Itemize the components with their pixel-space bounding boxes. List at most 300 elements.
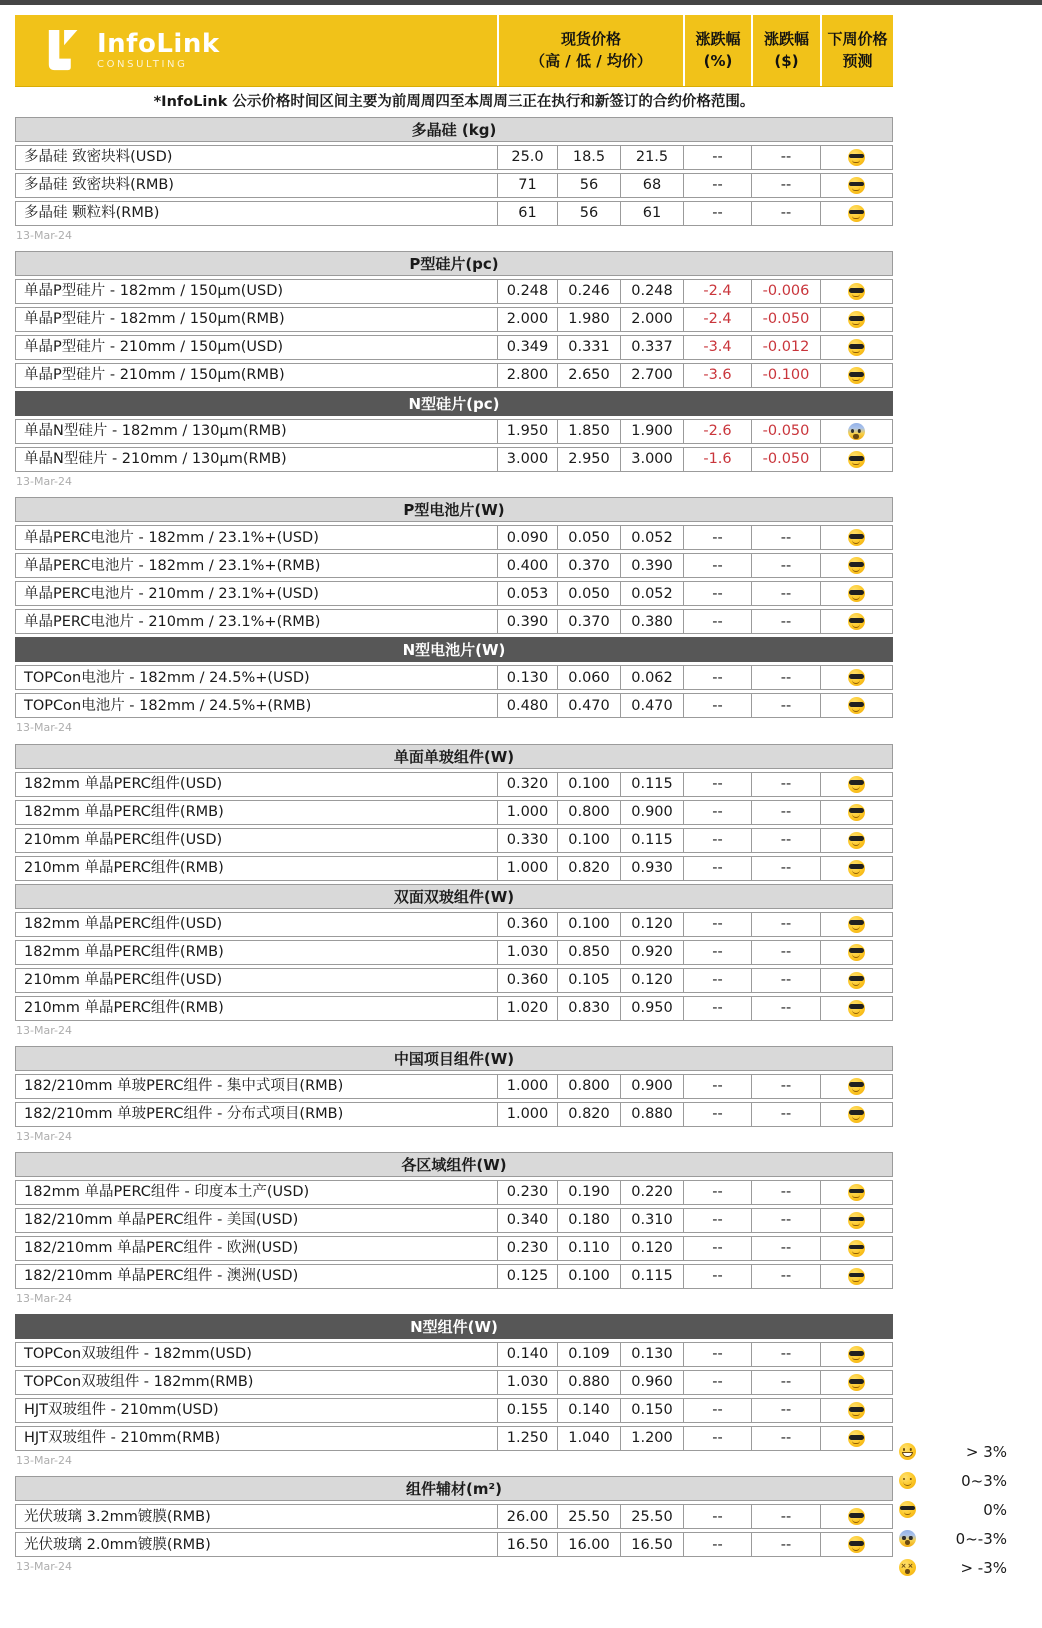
legend-label: 0~-3% xyxy=(955,1529,1007,1548)
price-section xyxy=(15,1046,893,1127)
price-avg: 68 xyxy=(620,174,683,197)
forecast-cool-emoji-icon xyxy=(848,832,865,849)
price-high: 0.140 xyxy=(497,1343,557,1366)
smile-emoji-icon xyxy=(899,1472,916,1489)
product-name: 单晶PERC电池片 - 210mm / 23.1%+(USD) xyxy=(24,585,319,602)
price-high: 0.360 xyxy=(497,913,557,936)
brand-area xyxy=(15,15,497,86)
price-section xyxy=(15,497,893,634)
forecast-cell xyxy=(820,554,891,577)
product-name: 单晶P型硅片 - 210mm / 150μm(USD) xyxy=(24,339,284,356)
table-row xyxy=(15,1208,893,1233)
price-low: 0.190 xyxy=(557,1181,620,1204)
infolink-logo xyxy=(45,28,220,74)
table-row xyxy=(15,1532,893,1557)
price-low: 0.800 xyxy=(557,1075,620,1098)
price-high: 71 xyxy=(497,174,557,197)
price-avg: 2.000 xyxy=(620,308,683,331)
price-low: 0.820 xyxy=(557,1103,620,1126)
product-name: 单晶P型硅片 - 182mm / 150μm(RMB) xyxy=(24,311,285,328)
change-percent: -- xyxy=(683,1265,751,1288)
date-label: 13-Mar-24 xyxy=(16,1560,72,1574)
price-avg: 0.930 xyxy=(620,857,683,880)
price-low: 0.880 xyxy=(557,1371,620,1394)
section-title: 多晶硅 (kg) xyxy=(411,121,497,139)
price-avg: 0.248 xyxy=(620,280,683,303)
change-usd: -- xyxy=(751,913,820,936)
change-percent: -- xyxy=(683,1103,751,1126)
forecast-cool-emoji-icon xyxy=(848,804,865,821)
price-high: 0.155 xyxy=(497,1399,557,1422)
cool-emoji-icon xyxy=(899,1501,916,1518)
price-avg: 3.000 xyxy=(620,448,683,471)
change-usd: -0.050 xyxy=(751,420,820,443)
product-name: 210mm 单晶PERC组件(USD) xyxy=(24,831,223,848)
price-avg: 0.950 xyxy=(620,997,683,1020)
section-title: 组件辅材(m²) xyxy=(406,1480,502,1499)
column-header-spot-price: 现货价格 （高 / 低 / 均价） xyxy=(497,15,683,86)
change-usd: -- xyxy=(751,1533,820,1556)
change-usd: -- xyxy=(751,801,820,824)
change-usd: -- xyxy=(751,1265,820,1288)
price-avg: 0.052 xyxy=(620,582,683,605)
forecast-legend xyxy=(897,1437,1009,1582)
legend-item xyxy=(897,1466,1009,1495)
product-name: 单晶N型硅片 - 182mm / 130μm(RMB) xyxy=(24,423,287,440)
price-avg: 0.130 xyxy=(620,1343,683,1366)
product-name: 182mm 单晶PERC组件(RMB) xyxy=(24,803,224,820)
table-row xyxy=(15,1504,893,1529)
product-name: HJT双玻组件 - 210mm(USD) xyxy=(24,1402,219,1419)
forecast-cell xyxy=(820,202,891,225)
price-low: 56 xyxy=(557,202,620,225)
change-percent: -3.4 xyxy=(683,336,751,359)
price-avg: 0.380 xyxy=(620,610,683,633)
price-avg: 0.900 xyxy=(620,1075,683,1098)
table-row xyxy=(15,772,893,797)
legend-item xyxy=(897,1553,1009,1582)
forecast-cool-emoji-icon xyxy=(848,283,865,300)
legend-item xyxy=(897,1524,1009,1553)
product-name: 182/210mm 单晶PERC组件 - 欧洲(USD) xyxy=(24,1240,299,1257)
price-high: 0.330 xyxy=(497,829,557,852)
forecast-cool-emoji-icon xyxy=(848,1346,865,1363)
price-avg: 0.150 xyxy=(620,1399,683,1422)
product-name: TOPCon电池片 - 182mm / 24.5%+(RMB) xyxy=(24,697,312,714)
table-row xyxy=(15,335,893,360)
price-low: 0.140 xyxy=(557,1399,620,1422)
product-name: 182mm 单晶PERC组件 - 印度本土产(USD) xyxy=(24,1184,310,1201)
price-avg: 61 xyxy=(620,202,683,225)
price-low: 0.180 xyxy=(557,1209,620,1232)
date-label: 13-Mar-24 xyxy=(16,1291,72,1305)
change-percent: -- xyxy=(683,857,751,880)
change-usd: -- xyxy=(751,1343,820,1366)
price-section xyxy=(15,1152,893,1289)
price-high: 25.0 xyxy=(497,146,557,169)
product-name: 多晶硅 致密块料(RMB) xyxy=(24,177,174,194)
price-low: 0.100 xyxy=(557,913,620,936)
price-high: 0.248 xyxy=(497,280,557,303)
legend-label: 0~3% xyxy=(961,1471,1007,1490)
price-low: 0.246 xyxy=(557,280,620,303)
price-low: 0.110 xyxy=(557,1237,620,1260)
forecast-cool-emoji-icon xyxy=(848,205,865,222)
change-usd: -0.012 xyxy=(751,336,820,359)
legend-item xyxy=(897,1495,1009,1524)
date-label: 13-Mar-24 xyxy=(16,721,72,735)
price-avg: 0.120 xyxy=(620,913,683,936)
price-avg: 2.700 xyxy=(620,364,683,387)
forecast-cool-emoji-icon xyxy=(848,669,865,686)
change-percent: -- xyxy=(683,1533,751,1556)
forecast-cell xyxy=(820,694,891,717)
forecast-cell xyxy=(820,666,891,689)
price-avg: 0.120 xyxy=(620,1237,683,1260)
table-row xyxy=(15,1398,893,1423)
price-avg: 25.50 xyxy=(620,1505,683,1528)
forecast-cell xyxy=(820,1343,891,1366)
table-row xyxy=(15,1102,893,1127)
price-low: 0.850 xyxy=(557,941,620,964)
price-high: 2.000 xyxy=(497,308,557,331)
table-row xyxy=(15,912,893,937)
forecast-cell xyxy=(820,913,891,936)
price-high: 26.00 xyxy=(497,1505,557,1528)
price-high: 1.000 xyxy=(497,801,557,824)
forecast-cell xyxy=(820,1399,891,1422)
forecast-cell xyxy=(820,174,891,197)
legend-label: > -3% xyxy=(960,1558,1007,1577)
change-usd: -- xyxy=(751,694,820,717)
price-low: 0.830 xyxy=(557,997,620,1020)
price-avg: 0.880 xyxy=(620,1103,683,1126)
change-percent: -- xyxy=(683,146,751,169)
change-percent: -2.4 xyxy=(683,308,751,331)
change-usd: -0.050 xyxy=(751,448,820,471)
price-low: 0.100 xyxy=(557,1265,620,1288)
change-usd: -- xyxy=(751,1103,820,1126)
forecast-cell xyxy=(820,941,891,964)
price-avg: 0.960 xyxy=(620,1371,683,1394)
change-usd: -- xyxy=(751,1399,820,1422)
price-low: 1.980 xyxy=(557,308,620,331)
change-percent: -- xyxy=(683,773,751,796)
price-high: 1.000 xyxy=(497,857,557,880)
price-high: 1.950 xyxy=(497,420,557,443)
section-title: P型硅片(pc) xyxy=(409,255,499,274)
price-low: 0.050 xyxy=(557,582,620,605)
product-name: TOPCon双玻组件 - 182mm(USD) xyxy=(24,1346,252,1363)
change-usd: -- xyxy=(751,174,820,197)
change-usd: -- xyxy=(751,554,820,577)
section-title: N型硅片(pc) xyxy=(408,395,500,414)
change-percent: -- xyxy=(683,554,751,577)
price-high: 3.000 xyxy=(497,448,557,471)
change-percent: -- xyxy=(683,997,751,1020)
forecast-cell xyxy=(820,1075,891,1098)
forecast-cell xyxy=(820,336,891,359)
forecast-cell xyxy=(820,997,891,1020)
price-high: 0.349 xyxy=(497,336,557,359)
forecast-cell xyxy=(820,969,891,992)
forecast-cell xyxy=(820,1237,891,1260)
change-usd: -- xyxy=(751,146,820,169)
price-low: 0.820 xyxy=(557,857,620,880)
forecast-cell xyxy=(820,857,891,880)
section-title: 双面双玻组件(W) xyxy=(393,887,515,906)
legend-item xyxy=(897,1437,1009,1466)
section-header xyxy=(15,497,893,522)
forecast-cool-emoji-icon xyxy=(848,776,865,793)
table-row xyxy=(15,609,893,634)
date-label: 13-Mar-24 xyxy=(16,1023,72,1037)
price-low: 2.650 xyxy=(557,364,620,387)
forecast-cool-emoji-icon xyxy=(848,585,865,602)
price-section xyxy=(15,391,893,472)
top-border-strip xyxy=(0,0,1042,5)
section-title: N型电池片(W) xyxy=(402,641,506,660)
table-row xyxy=(15,1236,893,1261)
price-avg: 0.900 xyxy=(620,801,683,824)
legend-label: 0% xyxy=(983,1500,1007,1519)
price-section xyxy=(15,1314,893,1451)
forecast-cool-emoji-icon xyxy=(848,1508,865,1525)
price-avg: 0.920 xyxy=(620,941,683,964)
price-high: 0.400 xyxy=(497,554,557,577)
change-percent: -- xyxy=(683,1075,751,1098)
change-usd: -- xyxy=(751,857,820,880)
price-low: 0.100 xyxy=(557,773,620,796)
change-percent: -- xyxy=(683,1427,751,1450)
price-avg: 1.900 xyxy=(620,420,683,443)
price-avg: 0.052 xyxy=(620,526,683,549)
change-percent: -- xyxy=(683,1181,751,1204)
price-high: 0.090 xyxy=(497,526,557,549)
price-low: 16.00 xyxy=(557,1533,620,1556)
forecast-cool-emoji-icon xyxy=(848,860,865,877)
product-name: 210mm 单晶PERC组件(USD) xyxy=(24,971,223,988)
forecast-cool-emoji-icon xyxy=(848,149,865,166)
change-usd: -- xyxy=(751,1209,820,1232)
product-name: 182mm 单晶PERC组件(USD) xyxy=(24,915,223,932)
table-row xyxy=(15,800,893,825)
price-low: 0.100 xyxy=(557,829,620,852)
change-percent: -- xyxy=(683,1505,751,1528)
price-low: 0.470 xyxy=(557,694,620,717)
price-high: 0.360 xyxy=(497,969,557,992)
legend-label: > 3% xyxy=(965,1442,1007,1461)
bulletin-header xyxy=(15,15,893,87)
price-low: 0.331 xyxy=(557,336,620,359)
forecast-cell xyxy=(820,801,891,824)
product-name: 单晶PERC电池片 - 182mm / 23.1%+(RMB) xyxy=(24,557,321,574)
product-name: 182/210mm 单玻PERC组件 - 集中式项目(RMB) xyxy=(24,1078,344,1094)
price-avg: 16.50 xyxy=(620,1533,683,1556)
change-percent: -- xyxy=(683,202,751,225)
forecast-cell xyxy=(820,1533,891,1556)
product-name: 182/210mm 单晶PERC组件 - 澳洲(USD) xyxy=(24,1268,299,1285)
product-name: 单晶P型硅片 - 210mm / 150μm(RMB) xyxy=(24,367,285,384)
table-row xyxy=(15,419,893,444)
table-row xyxy=(15,581,893,606)
price-avg: 0.390 xyxy=(620,554,683,577)
product-name: 182/210mm 单玻PERC组件 - 分布式项目(RMB) xyxy=(24,1106,344,1122)
price-high: 1.250 xyxy=(497,1427,557,1450)
change-usd: -- xyxy=(751,582,820,605)
price-section xyxy=(15,251,893,388)
section-header xyxy=(15,637,893,662)
price-avg: 0.115 xyxy=(620,829,683,852)
change-usd: -- xyxy=(751,773,820,796)
forecast-cell xyxy=(820,448,891,471)
price-high: 1.030 xyxy=(497,1371,557,1394)
price-low: 1.040 xyxy=(557,1427,620,1450)
brand-name: InfoLink xyxy=(97,29,220,59)
price-high: 2.800 xyxy=(497,364,557,387)
change-percent: -2.6 xyxy=(683,420,751,443)
change-usd: -- xyxy=(751,997,820,1020)
product-name: 单晶PERC电池片 - 182mm / 23.1%+(USD) xyxy=(24,529,319,546)
price-high: 1.000 xyxy=(497,1103,557,1126)
forecast-cool-emoji-icon xyxy=(848,1402,865,1419)
change-percent: -- xyxy=(683,666,751,689)
change-usd: -- xyxy=(751,941,820,964)
table-row xyxy=(15,1074,893,1099)
forecast-cool-emoji-icon xyxy=(848,557,865,574)
price-high: 0.125 xyxy=(497,1265,557,1288)
forecast-cool-emoji-icon xyxy=(848,529,865,546)
forecast-cool-emoji-icon xyxy=(848,451,865,468)
price-avg: 0.062 xyxy=(620,666,683,689)
change-percent: -- xyxy=(683,526,751,549)
price-low: 25.50 xyxy=(557,1505,620,1528)
price-block xyxy=(15,251,893,488)
forecast-cool-emoji-icon xyxy=(848,339,865,356)
forecast-cell xyxy=(820,364,891,387)
price-low: 0.109 xyxy=(557,1343,620,1366)
price-avg: 0.120 xyxy=(620,969,683,992)
table-row xyxy=(15,940,893,965)
price-high: 1.020 xyxy=(497,997,557,1020)
table-row xyxy=(15,693,893,718)
table-row xyxy=(15,173,893,198)
change-usd: -- xyxy=(751,1505,820,1528)
product-name: 单晶N型硅片 - 210mm / 130μm(RMB) xyxy=(24,451,287,468)
section-header xyxy=(15,1152,893,1177)
table-row xyxy=(15,201,893,226)
section-title: 各区域组件(W) xyxy=(401,1155,507,1174)
brand-subtitle: CONSULTING xyxy=(97,59,188,70)
price-high: 0.230 xyxy=(497,1181,557,1204)
product-name: 210mm 单晶PERC组件(RMB) xyxy=(24,999,224,1016)
price-block xyxy=(15,1046,893,1143)
price-section xyxy=(15,744,893,881)
forecast-scream-emoji-icon xyxy=(848,423,865,440)
section-header xyxy=(15,117,893,142)
price-low: 0.050 xyxy=(557,526,620,549)
change-usd: -- xyxy=(751,829,820,852)
column-header-change-usd: 涨跌幅 ($) xyxy=(751,15,820,86)
forecast-cell xyxy=(820,280,891,303)
section-header xyxy=(15,391,893,416)
price-low: 0.105 xyxy=(557,969,620,992)
forecast-cell xyxy=(820,1209,891,1232)
change-percent: -- xyxy=(683,1399,751,1422)
price-avg: 0.310 xyxy=(620,1209,683,1232)
change-percent: -- xyxy=(683,1237,751,1260)
price-low: 56 xyxy=(557,174,620,197)
product-name: 多晶硅 致密块料(USD) xyxy=(24,149,173,166)
table-row xyxy=(15,996,893,1021)
change-percent: -3.6 xyxy=(683,364,751,387)
date-label: 13-Mar-24 xyxy=(16,1129,72,1143)
forecast-cool-emoji-icon xyxy=(848,1106,865,1123)
change-usd: -- xyxy=(751,1075,820,1098)
price-low: 1.850 xyxy=(557,420,620,443)
date-label: 13-Mar-24 xyxy=(16,475,72,489)
section-header xyxy=(15,884,893,909)
price-low: 0.370 xyxy=(557,554,620,577)
change-percent: -- xyxy=(683,941,751,964)
price-high: 0.053 xyxy=(497,582,557,605)
price-table-groups xyxy=(15,117,893,1574)
change-percent: -- xyxy=(683,694,751,717)
table-row xyxy=(15,828,893,853)
forecast-cool-emoji-icon xyxy=(848,1240,865,1257)
price-bulletin xyxy=(15,15,893,1583)
price-high: 16.50 xyxy=(497,1533,557,1556)
table-row xyxy=(15,145,893,170)
forecast-cool-emoji-icon xyxy=(848,916,865,933)
price-avg: 0.337 xyxy=(620,336,683,359)
price-high: 1.030 xyxy=(497,941,557,964)
table-row xyxy=(15,856,893,881)
column-header-next-week-forecast: 下周价格 预测 xyxy=(820,15,893,86)
table-row xyxy=(15,279,893,304)
change-usd: -- xyxy=(751,1371,820,1394)
price-avg: 0.115 xyxy=(620,1265,683,1288)
change-usd: -- xyxy=(751,969,820,992)
change-percent: -- xyxy=(683,829,751,852)
product-name: 182/210mm 单晶PERC组件 - 美国(USD) xyxy=(24,1212,299,1229)
change-percent: -- xyxy=(683,174,751,197)
price-high: 0.320 xyxy=(497,773,557,796)
change-usd: -- xyxy=(751,666,820,689)
section-title: 单面单玻组件(W) xyxy=(393,747,515,766)
table-row xyxy=(15,363,893,388)
forecast-cell xyxy=(820,582,891,605)
change-usd: -- xyxy=(751,1237,820,1260)
section-header xyxy=(15,1046,893,1071)
change-percent: -- xyxy=(683,610,751,633)
price-section xyxy=(15,1476,893,1557)
price-section xyxy=(15,117,893,226)
forecast-cool-emoji-icon xyxy=(848,1536,865,1553)
price-high: 61 xyxy=(497,202,557,225)
price-high: 0.390 xyxy=(497,610,557,633)
price-high: 0.230 xyxy=(497,1237,557,1260)
price-avg: 0.470 xyxy=(620,694,683,717)
section-header xyxy=(15,744,893,769)
section-title: 中国项目组件(W) xyxy=(393,1049,515,1068)
section-header xyxy=(15,1476,893,1501)
price-section xyxy=(15,637,893,718)
forecast-cell xyxy=(820,1265,891,1288)
change-usd: -0.100 xyxy=(751,364,820,387)
table-row xyxy=(15,553,893,578)
change-percent: -- xyxy=(683,801,751,824)
